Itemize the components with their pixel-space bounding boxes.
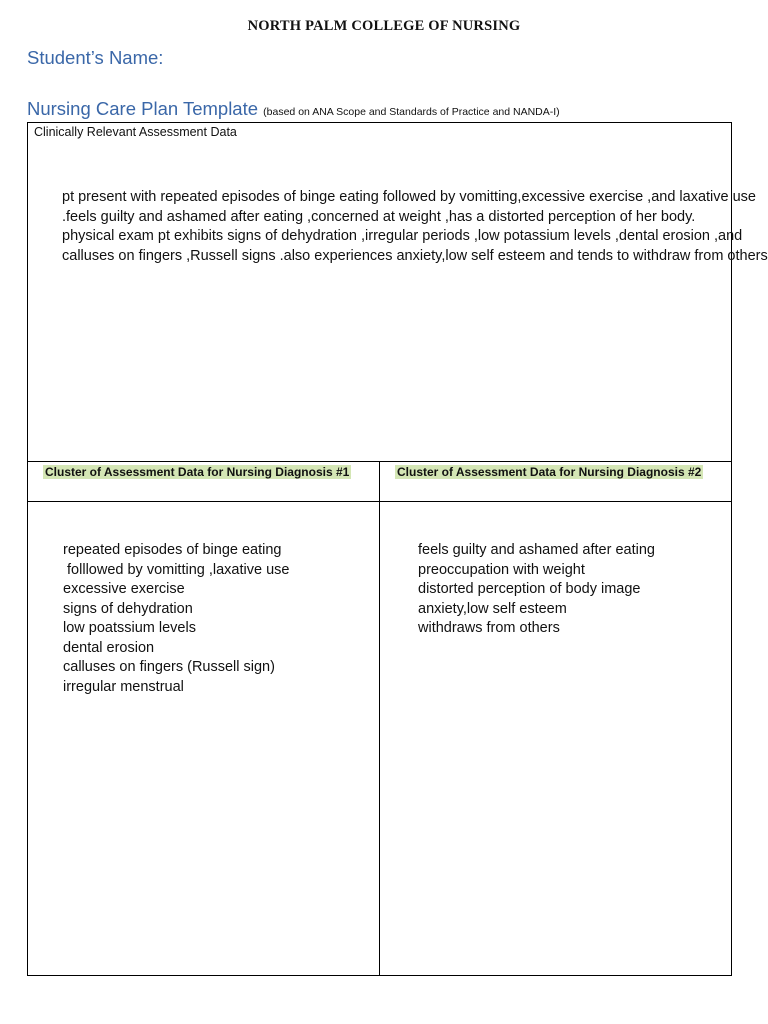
table-column-divider (379, 461, 380, 976)
college-name: NORTH PALM COLLEGE OF NURSING (247, 18, 521, 34)
table-border-left (27, 122, 28, 976)
list-item: withdraws from others (418, 620, 560, 636)
cluster-2-list (418, 541, 655, 639)
care-plan-title-text: Nursing Care Plan Template (27, 98, 259, 119)
list-item: repeated episodes of binge eating (63, 542, 282, 558)
list-item: feels guilty and ashamed after eating (418, 542, 655, 558)
cluster-1-list (63, 541, 289, 697)
assessment-label: Clinically Relevant Assessment Data (34, 125, 237, 139)
cluster-2-heading: Cluster of Assessment Data for Nursing Diagnosis #2 (397, 465, 702, 479)
list-item: excessive exercise (63, 581, 185, 597)
list-item: irregular menstrual (63, 678, 184, 695)
list-item: low poatssium levels (63, 620, 196, 636)
list-item: folllowed by vomitting ,laxative use (63, 561, 290, 578)
student-name-label: Student’s Name: (27, 47, 164, 68)
list-item: distorted perception of body image (418, 581, 641, 597)
list-item: dental erosion (63, 639, 155, 656)
care-plan-subtitle: (based on ANA Scope and Standards of Practice and NANDA-I) (263, 106, 560, 118)
list-item: anxiety,low self esteem (418, 600, 567, 617)
table-border-top (27, 122, 732, 123)
list-item: calluses on fingers (Russell sign) (63, 659, 275, 675)
list-item: preoccupation with weight (418, 561, 585, 578)
assessment-text: pt present with repeated episodes of binge eating followed by vomitting,excessive exercise ,and laxative use .feels guilty and ashamed after eating ,concerned at weight ,has a distorted perception of her body. physical exam pt exhibits signs of dehydration ,irregular periods ,low potassium levels ,dental erosion ,and calluses on fingers ,Russell signs .also experiences anxiety,low self esteem and tends to withdraw from others (62, 189, 768, 264)
list-item: signs of dehydration (63, 600, 193, 617)
cluster-1-heading: Cluster of Assessment Data for Nursing Diagnosis #1 (45, 465, 350, 479)
care-plan-title (27, 98, 560, 120)
